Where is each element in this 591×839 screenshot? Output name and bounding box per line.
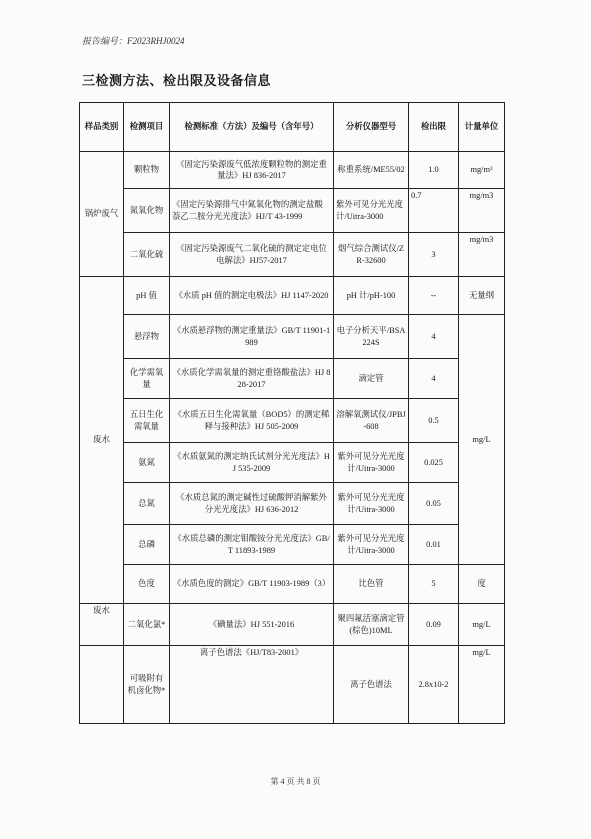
item-cell: 可吸附有机卤化物* bbox=[124, 646, 170, 724]
group-empty bbox=[80, 646, 124, 724]
header-limit: 检出限 bbox=[409, 103, 459, 152]
instrument-cell: 紫外可见分光光度计/Uitra-3000 bbox=[334, 525, 409, 565]
unit-cell: mg/L bbox=[459, 646, 505, 724]
item-cell: pH 值 bbox=[124, 277, 170, 315]
table-row bbox=[80, 315, 505, 359]
standard-cell: 《水质化学需氧量的测定重铬酸盐法》HJ 828-2017 bbox=[170, 359, 334, 399]
table-row bbox=[80, 525, 505, 565]
table-row bbox=[80, 604, 505, 646]
limit-cell: 0.5 bbox=[409, 399, 459, 443]
limit-cell: 4 bbox=[409, 315, 459, 359]
unit-cell: mg/L bbox=[459, 315, 505, 565]
table-header-row bbox=[80, 103, 505, 152]
instrument-cell: 紫外可见分光光度计/Uitra-3000 bbox=[334, 483, 409, 525]
section-title: 三检测方法、检出限及设备信息 bbox=[82, 74, 272, 89]
instrument-cell: 聚四氟活塞滴定管(棕色)10ML bbox=[334, 604, 409, 646]
limit-cell: 4 bbox=[409, 359, 459, 399]
instrument-cell: 烟气综合测试仪/ZR-32600 bbox=[334, 233, 409, 277]
group-wastewater: 废水 bbox=[80, 277, 124, 604]
item-cell: 悬浮物 bbox=[124, 315, 170, 359]
instrument-cell: pH 计/pH-100 bbox=[334, 277, 409, 315]
group-boiler-exhaust: 锅炉废气 bbox=[80, 152, 124, 277]
standard-cell: 《水质色度的测定》GB/T 11903-1989（3） bbox=[170, 565, 334, 604]
table-row bbox=[80, 565, 505, 604]
instrument-cell: 紫外可见分光光度计/Uitra-3000 bbox=[334, 443, 409, 483]
standard-cell: 《水质五日生化需氧量（BOD5）的测定稀释与接种法》HJ 505-2009 bbox=[170, 399, 334, 443]
limit-cell: 0.025 bbox=[409, 443, 459, 483]
instrument-cell: 滴定管 bbox=[334, 359, 409, 399]
header-unit: 计量单位 bbox=[459, 103, 505, 152]
limit-cell: 5 bbox=[409, 565, 459, 604]
limit-cell: 0.7 bbox=[409, 189, 459, 233]
instrument-cell: 溶解氧测试仪/JPBJ-608 bbox=[334, 399, 409, 443]
standard-cell: 《水质总磷的测定钼酸铵分光光度法》GB/T 11893-1989 bbox=[170, 525, 334, 565]
standard-cell: 《水质悬浮物的测定重量法》GB/T 11901-1989 bbox=[170, 315, 334, 359]
table-row bbox=[80, 189, 505, 233]
item-cell: 颗粒物 bbox=[124, 152, 170, 189]
unit-cell: mg/m³ bbox=[459, 152, 505, 189]
limit-cell: 0.09 bbox=[409, 604, 459, 646]
item-cell: 二氧化氯* bbox=[124, 604, 170, 646]
limit-cell: 2.8x10-2 bbox=[409, 646, 459, 724]
table-row bbox=[80, 443, 505, 483]
standard-cell: 《固定污染源排气中氮氧化物的测定盐酸萘乙二胺分光光度法》HJ/T 43-1999 bbox=[170, 189, 334, 233]
table-row bbox=[80, 233, 505, 277]
table-row bbox=[80, 399, 505, 443]
standard-cell: 《水质 pH 值的测定电极法》HJ 1147-2020 bbox=[170, 277, 334, 315]
item-cell: 化学需氧量 bbox=[124, 359, 170, 399]
table-row bbox=[80, 359, 505, 399]
item-cell: 二氧化硫 bbox=[124, 233, 170, 277]
table-row bbox=[80, 277, 505, 315]
standard-cell: 《固定污染源废气低浓度颗粒物的测定重量法》HJ 836-2017 bbox=[170, 152, 334, 189]
unit-cell: mg/m3 bbox=[459, 233, 505, 277]
methods-table bbox=[79, 102, 505, 724]
limit-cell: 3 bbox=[409, 233, 459, 277]
item-cell: 氮氧化物 bbox=[124, 189, 170, 233]
limit-cell: 0.01 bbox=[409, 525, 459, 565]
item-cell: 五日生化需氧量 bbox=[124, 399, 170, 443]
standard-cell: 《碘量法》HJ 551-2016 bbox=[170, 604, 334, 646]
header-standard: 检测标准（方法）及编号（含年号） bbox=[170, 103, 334, 152]
page-number: 第 4 页 共 8 页 bbox=[270, 777, 321, 786]
instrument-cell: 电子分析天平/BSA224S bbox=[334, 315, 409, 359]
limit-cell: -- bbox=[409, 277, 459, 315]
item-cell: 色度 bbox=[124, 565, 170, 604]
standard-cell: 《水质总氮的测定碱性过硫酸钾消解紫外分光光度法》HJ 636-2012 bbox=[170, 483, 334, 525]
standard-cell: 《固定污染源废气二氧化硫的测定定电位电解法》HJ57-2017 bbox=[170, 233, 334, 277]
instrument-cell: 离子色谱法 bbox=[334, 646, 409, 724]
unit-cell: mg/L bbox=[459, 604, 505, 646]
item-cell: 总氮 bbox=[124, 483, 170, 525]
header-instrument: 分析仪器型号 bbox=[334, 103, 409, 152]
standard-cell: 《水质氨氮的测定纳氏试剂分光光度法》HJ 535-2009 bbox=[170, 443, 334, 483]
item-cell: 总磷 bbox=[124, 525, 170, 565]
table-row bbox=[80, 646, 505, 724]
table-row bbox=[80, 483, 505, 525]
instrument-cell: 称重系统/ME55/02 bbox=[334, 152, 409, 189]
item-cell: 氨氮 bbox=[124, 443, 170, 483]
header-item: 检测项目 bbox=[124, 103, 170, 152]
instrument-cell: 紫外可见分光光度计/Uitra-3000 bbox=[334, 189, 409, 233]
limit-cell: 1.0 bbox=[409, 152, 459, 189]
table-row bbox=[80, 152, 505, 189]
limit-cell: 0.05 bbox=[409, 483, 459, 525]
group-wastewater-2: 废水 bbox=[80, 604, 124, 646]
standard-cell: 离子色谱法《HJ/T83-2001》 bbox=[170, 646, 334, 724]
report-number: 报告编号：F2023RHJ0024 bbox=[82, 36, 185, 46]
unit-cell: 无量纲 bbox=[459, 277, 505, 315]
header-category: 样品类别 bbox=[80, 103, 124, 152]
unit-cell: 度 bbox=[459, 565, 505, 604]
instrument-cell: 比色管 bbox=[334, 565, 409, 604]
unit-cell: mg/m3 bbox=[459, 189, 505, 233]
